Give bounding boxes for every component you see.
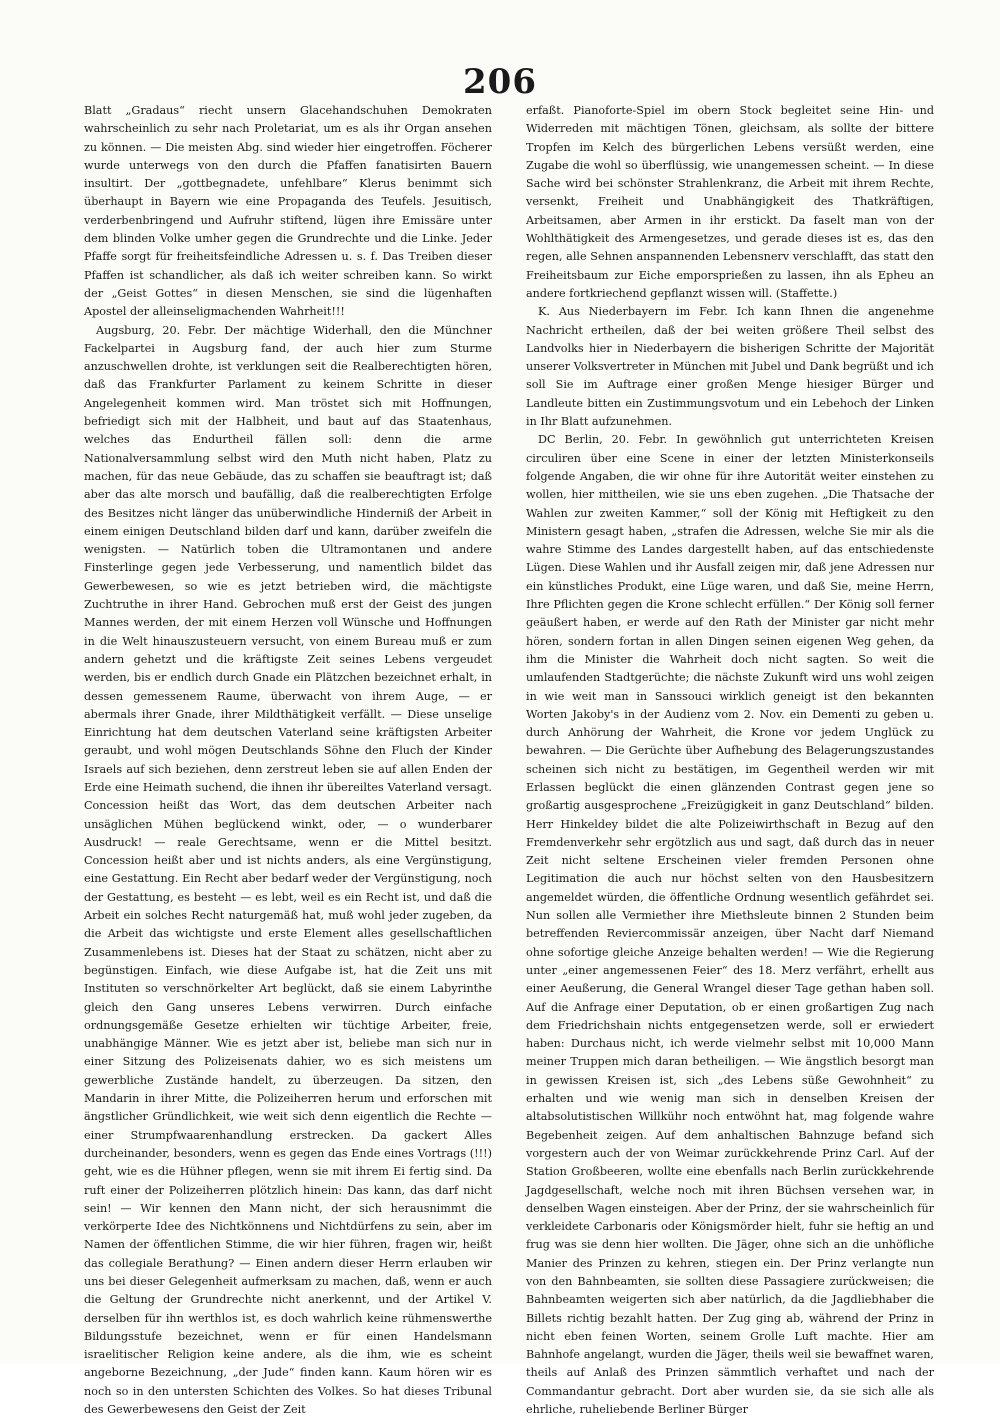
page-number: 206 (463, 62, 537, 102)
right-paragraph: DC Berlin, 20. Febr. In gewöhnlich gut unterrichteten Kreisen circuliren über eine Scene in einer der letzten Ministerkonseils folgende Angaben, die wir ohne für ihre Autorität weiter einstehen zu wollen, hier mittheilen, wie sie uns eben zugehen. „Die Thatsache der Wahlen zur zweiten Kammer,“ soll der König mit Heftigkeit zu den Ministern gesagt haben, „strafen die Adressen, welche Sie mir als die wahre Stimme des Landes dargestellt haben, auf das entschiedenste Lügen. Diese Wahlen und ihr Ausfall zeigen mir, daß jene Adressen nur ein künstliches Produkt, eine Lüge waren, und daß Sie, meine Herrn, Ihre Pflichten gegen die Krone schlecht erfüllen.“ Der König soll ferner geäußert haben, er werde auf den Rath der Minister gar nicht mehr hören, sondern fortan in allen Dingen seinen eigenen Weg gehen, da ihm die Minister die Wahrheit doch nicht sagten. So weit die umlaufenden Stadtgerüchte; die nächste Zukunft wird uns wohl zeigen in wie weit man in Sanssouci wirklich geneigt ist den bekannten Worten Jakoby's in der Audienz vom 2. Nov. ein Dementi zu geben u. durch Anhörung der Wahrheit, die Krone vor jedem Unglück zu bewahren. — Die Gerüchte über Aufhebung des Belagerungszustandes scheinen sich nicht zu bestätigen, im Gegentheil werden wir mit Erlassen beglückt die einen glänzenden Contrast gegen jene so großartig ausgesprochene „Freizügigkeit in ganz Deutschland“ bilden. Herr Hinkeldey bildet die alte Polizeiwirthschaft in Bezug auf den Fremdenverkehr sehr ergötzlich aus und sagt, daß durch das in neuer Zeit nicht seltene Erscheinen vieler fremden Personen ohne Legitimation die auch nur höchst selten von den Hausbesitzern angemeldet würden, die öffentliche Ordnung wesentlich gefährdet sei. Nun sollen alle Vermiether ihre Miethsleute binnen 2 Stunden beim betreffenden Reviercommissär anzeigen, über Nacht darf Niemand ohne sofortige gleiche Anzeige behalten werden! — Wie die Regierung unter „einer angemessenen Feier“ des 18. Merz verfährt, erhellt aus einer Aeußerung, die General Wrangel dieser Tage gethan haben soll. Auf die Anfrage einer Deputation, ob er einen großartigen Zug nach dem Friedrichshain nichts entgegensetzen werde, soll er erwiedert haben: Durchaus nicht, ich werde vielmehr selbst mit 10,000 Mann meiner Truppen mich daran betheiligen. — Wie ängstlich besorgt man in gewissen Kreisen ist, sich „des Lebens süße Gewohnheit“ zu erhalten und wie wenig man sich in denselben Kreisen der altabsolutistischen Willkühr noch entwöhnt hat, mag folgende wahre Begebenheit zeigen. Auf dem anhaltischen Bahnzuge befand sich vorgestern auch der von Weimar zurückkehrende Prinz Carl. Auf der Station Großbeeren, wollte eine ebenfalls nach Berlin zurückkehrende Jagdgesellschaft, welche noch mit ihren Büchsen versehen war, in denselben Wagen einsteigen. Aber der Prinz, der sie wahrscheinlich für verkleidete Carbonaris oder Königsmörder hielt, fuhr sie heftig an und frug was sie denn hier wollten. Die Jäger, ohne sich an die unhöfliche Manier des Prinzen zu kehren, stiegen ein. Der Prinz verlangte nun von den Bahnbeamten, sie sollten diese Passagiere zurückweisen; die Bahnbeamten weigerten sich aber natürlich, da die Jagdliebhaber die Billets richtig bezahlt hatten. Der Zug ging ab, während der Prinz in nicht eben feinen Worten, seinem Grolle Luft machte. Hier am Bahnhofe angelangt, wurden die Jäger, theils weil sie bewaffnet waren, theils auf Anlaß des Prinzen sämmtlich verhaftet und nach der Commandantur gebracht. Dort aber wurden sie, da sie sich alle als ehrliche, ruheliebende Berliner Bürger (526, 433, 934, 1417)
right-column (526, 102, 934, 1417)
right-paragraph: K. Aus Niederbayern im Febr. Ich kann Ihnen die angenehme Nachricht ertheilen, daß der bei weiten größere Theil selbst des Landvolks hier in Niederbayern die bisherigen Schritte der Majorität unserer Volksvertreter in München mit Jubel und Dank begrüßt und ich soll Sie im Auftrage einer großen Menge hiesiger Bürger und Landleute bitten ein Zustimmungsvotum und ein Lebehoch der Linken in Ihr Blatt aufzunehmen. (526, 305, 934, 429)
text-columns (84, 102, 934, 1417)
right-paragraph: erfaßt. Pianoforte-Spiel im obern Stock begleitet seine Hin- und Widerreden mit mächtigen Tönen, gleichsam, als sollte der bittere Tropfen im Kelch des bürgerlichen Lebens versüßt werden, eine Zugabe die wohl so überflüssig, wie unangemessen scheint. — In diese Sache wird bei schönster Strahlenkranz, die Arbeit mit ihrem Rechte, versenkt, Freiheit und Unabhängigkeit des Thatkräftigen, Arbeitsamen, aber Armen in ihr erstickt. Da faselt man von der Wohlthätigkeit des Armengesetzes, und gerade dieses ist es, das den regen, alle Sehnen anspannenden Lebensnerv verschlafft, das statt den Freiheitsbaum zur Eiche emporsprießen zu lassen, ihn als Epheu an andere fortkriechend gepflanzt wissen will. (Staffette.) (526, 104, 934, 300)
left-paragraph: Blatt „Gradaus“ riecht unsern Glacehandschuhen Demokraten wahrscheinlich zu sehr nach Proletariat, um es als ihr Organ ansehen zu können. — Die meisten Abg. sind wieder hier eingetroffen. Föcherer wurde unterwegs von den durch die Pfaffen fanatisirten Bauern insultirt. Der „gottbegnadete, unfehlbare“ Klerus benimmt sich überhaupt in Bayern wie eine Propaganda des Teufels. Jesuitisch, verderbenbringend und Aufruhr stiftend, lügen ihre Emissäre unter dem blinden Volke umher gegen die Grundrechte und die Linke. Jeder Pfaffe sorgt für freiheitsfeindliche Adressen u. s. f. Das Treiben dieser Pfaffen ist schandlicher, als daß ich weiter schreiben kann. So wirkt der „Geist Gottes“ in diesen Menschen, sie sind die lügenhaften Apostel der alleinseligmachenden Wahrheit!!! (84, 104, 492, 319)
left-paragraph: Augsburg, 20. Febr. Der mächtige Widerhall, den die Münchner Fackelpartei in Augsburg fand, der auch hier zum Sturme anzuschwellen drohte, ist verklungen seit die Realberechtigten hören, daß das Frankfurter Parlament zu keinem Schritte in dieser Angelegenheit kommen wird. Man tröstet sich mit Hoffnungen, befriedigt sich mit der Halbheit, und baut auf das Staatenhaus, welches das Endurtheil fällen soll: denn die arme Nationalversammlung selbst wird den Muth nicht haben, Platz zu machen, für das neue Gebäude, das zu schaffen sie beauftragt ist; daß aber das alte morsch und baufällig, daß die realberechtigten Erfolge des Besitzes nicht länger das unüberwindliche Hinderniß der Arbeit in einem einigen Deutschland bilden darf und kann, darüber zweifeln die wenigsten. — Natürlich toben die Ultramontanen und andere Finsterlinge gegen jede Verbesserung, und namentlich bildet das Gewerbewesen, so wie es jetzt betrieben wird, die mächtigste Zuchtruthe in ihrer Hand. Gebrochen muß erst der Geist des jungen Mannes werden, der mit einem Herzen voll Wünsche und Hoffnungen in die Welt hinauszusteuern versucht, von einem Bureau muß er zum andern gehetzt und die kräftigste Zeit seines Lebens vergeudet werden, bis er endlich durch Gnade ein Plätzchen bezeichnet erhalt, in dessen gemessenem Raume, überwacht von ihrem Auge, — er abermals ihrer Gnade, ihrer Mildthätigkeit verfällt. — Diese unselige Einrichtung hat dem deutschen Vaterland seine kräftigsten Arbeiter geraubt, und wohl mögen Deutschlands Söhne den Fluch der Kinder Israels auf sich beziehen, denn zerstreut leben sie auf allen Enden der Erde eine Heimath suchend, die ihnen ihr übereiltes Vaterland versagt. Concession heißt das Wort, das dem deutschen Arbeiter nach unsäglichen Mühen beglückend winkt, oder, — o wunderbarer Ausdruck! — reale Gerechtsame, wenn er die Mittel besitzt. Concession heißt aber und ist nichts anders, als eine Vergünstigung, eine Gestattung. Ein Recht aber bedarf weder der Vergünstigung, noch der Gestattung, es besteht — es lebt, weil es ein Recht ist, und daß die Arbeit ein solches Recht naturgemäß hat, muß wohl jeder zugeben, da die Arbeit das wichtigste und erste Element alles gesellschaftlichen Zusammenlebens ist. Dieses hat der Staat zu schätzen, nicht aber zu begünstigen. Einfach, wie diese Aufgabe ist, hat die Zeit uns mit Instituten so verschnörkelter Art beglückt, daß sie einem Labyrinthe gleich den Gang unseres Lebens verwirren. Durch einfache ordnungsgemäße Gesetze erhielten wir tüchtige Arbeiter, freie, unabhängige Männer. Wie es jetzt aber ist, beliebe man sich nur in einer Sitzung des Polizeisenats dahier, wo es sich meistens um gewerbliche Zustände handelt, zu überzeugen. Da sitzen, den Mandarin in ihrer Mitte, die Polizeiherren herum und erforschen mit ängstlicher Gründlichkeit, wie weit sich denn eigentlich die Rechte — einer Strumpfwaarenhandlung erstrecken. Da gackert Alles durcheinander, besonders, wenn es gegen das Ende eines Vortrags (!!!) geht, wie es die Hühner pflegen, wenn sie mit ihrem Ei fertig sind. Da ruft einer der Polizeiherren plötzlich hinein: Das kann, das darf nicht sein! — Wir kennen den Mann nicht, der sich herausnimmt die verkörperte Idee des Nichtkönnens und Nichtdürfens zu sein, aber im Namen der öffentlichen Stimme, die wir hier führen, fragen wir, heißt das collegiale Berathung? — Einen andern dieser Herrn erlauben wir uns bei dieser Gelegenheit aufmerksam zu machen, daß, wenn er auch die Geltung der Grundrechte nicht anerkennt, und der Artikel V. derselben für ihn werthlos ist, es doch wahrlich keine rühmenswerthe Bildungsstufe bezeichnet, wenn er für einen Handelsmann israelitischer Religion keine andere, als die ihm, wie es scheint angeborne Bezeichnung, „der Jude“ finden kann. Kaum hören wir es noch so in den untersten Schichten des Volkes. So hat dieses Tribunal des Gewerbewesens den Geist der Zeit (84, 323, 492, 1417)
left-column (84, 102, 492, 1417)
